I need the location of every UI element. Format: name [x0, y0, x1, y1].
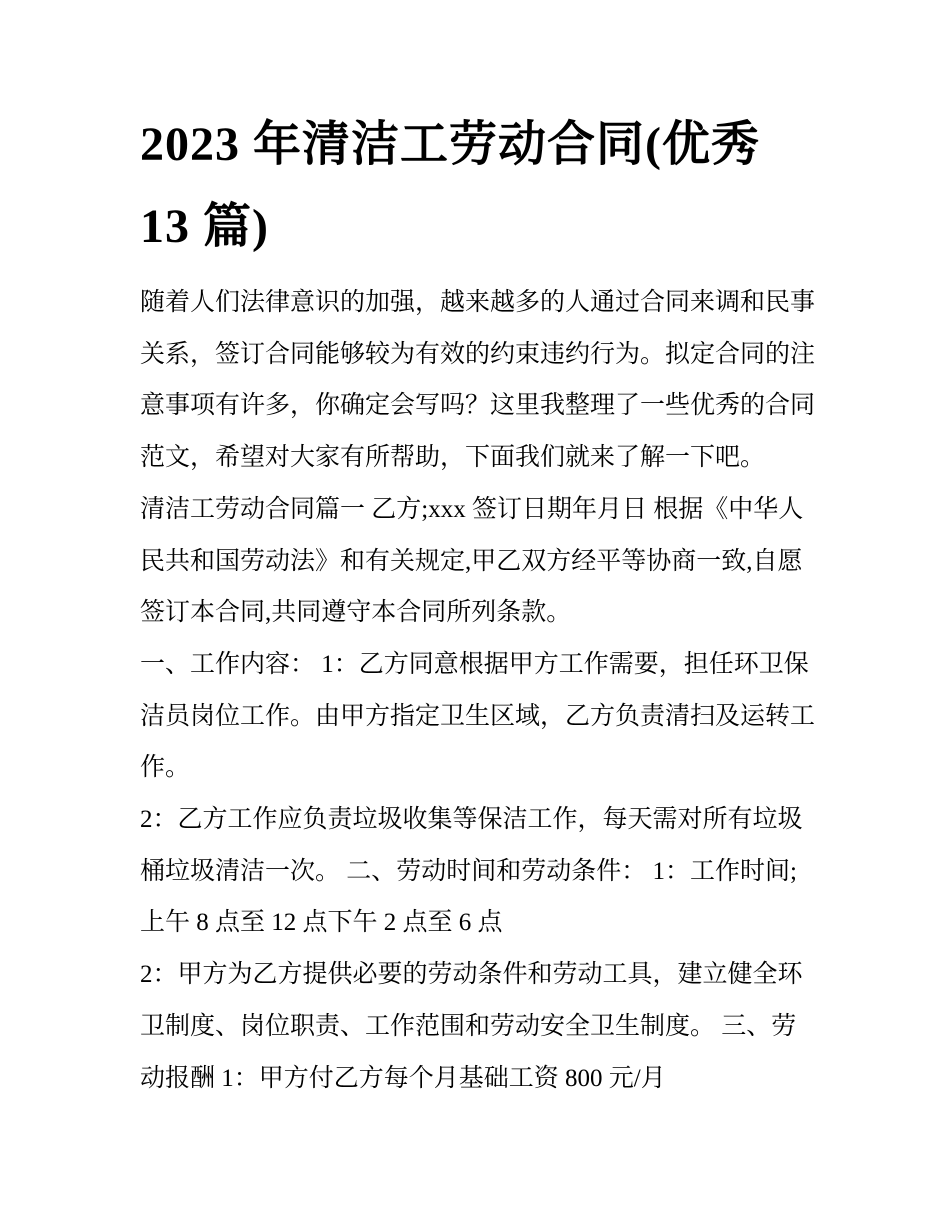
body-line: 桶垃圾清洁一次。 二、劳动时间和劳动条件： 1：工作时间; — [140, 857, 797, 885]
document-content — [140, 0, 820, 1104]
body-line: 2：乙方工作应负责垃圾收集等保洁工作，每天需对所有垃圾 — [140, 806, 803, 834]
paragraph-contract-header — [140, 484, 820, 639]
body-line: 意事项有许多，你确定会写吗？这里我整理了一些优秀的合同 — [140, 392, 816, 420]
title-line-2: 13 篇) — [140, 200, 269, 253]
body-line: 作。 — [140, 754, 191, 782]
body-line: 关系，签订合同能够较为有效的约束违约行为。拟定合同的注 — [140, 340, 816, 368]
body-line: 清洁工劳动合同篇一 乙方;xxx 签订日期年月日 根据《中华人 — [140, 495, 804, 523]
paragraph-intro — [140, 277, 820, 484]
body-line: 民共和国劳动法》和有关规定,甲乙双方经平等协商一致,自愿 — [140, 547, 803, 575]
body-line: 洁员岗位工作。由甲方指定卫生区域，乙方负责清扫及运转工 — [140, 702, 816, 730]
body-line: 上午 8 点至 12 点下午 2 点至 6 点 — [140, 909, 503, 937]
body-line: 动报酬 1：甲方付乙方每个月基础工资 800 元/月 — [140, 1064, 666, 1092]
body-line: 2：甲方为乙方提供必要的劳动条件和劳动工具，建立健全环 — [140, 961, 803, 989]
paragraph-work-time — [140, 794, 820, 949]
body-line: 一、工作内容： 1：乙方同意根据甲方工作需要，担任环卫保 — [140, 650, 809, 678]
document-body — [140, 277, 820, 1104]
body-line: 随着人们法律意识的加强，越来越多的人通过合同来调和民事 — [140, 289, 816, 316]
title-line-1: 2023 年清洁工劳动合同(优秀 — [140, 118, 760, 171]
paragraph-work-content — [140, 639, 820, 794]
body-line: 卫制度、岗位职责、工作范围和劳动安全卫生制度。 三、劳 — [140, 1012, 797, 1040]
paragraph-labor-pay — [140, 949, 820, 1104]
document-title — [140, 104, 820, 268]
body-line: 签订本合同,共同遵守本合同所列条款。 — [140, 599, 572, 627]
body-line: 范文，希望对大家有所帮助，下面我们就来了解一下吧。 — [140, 444, 766, 472]
